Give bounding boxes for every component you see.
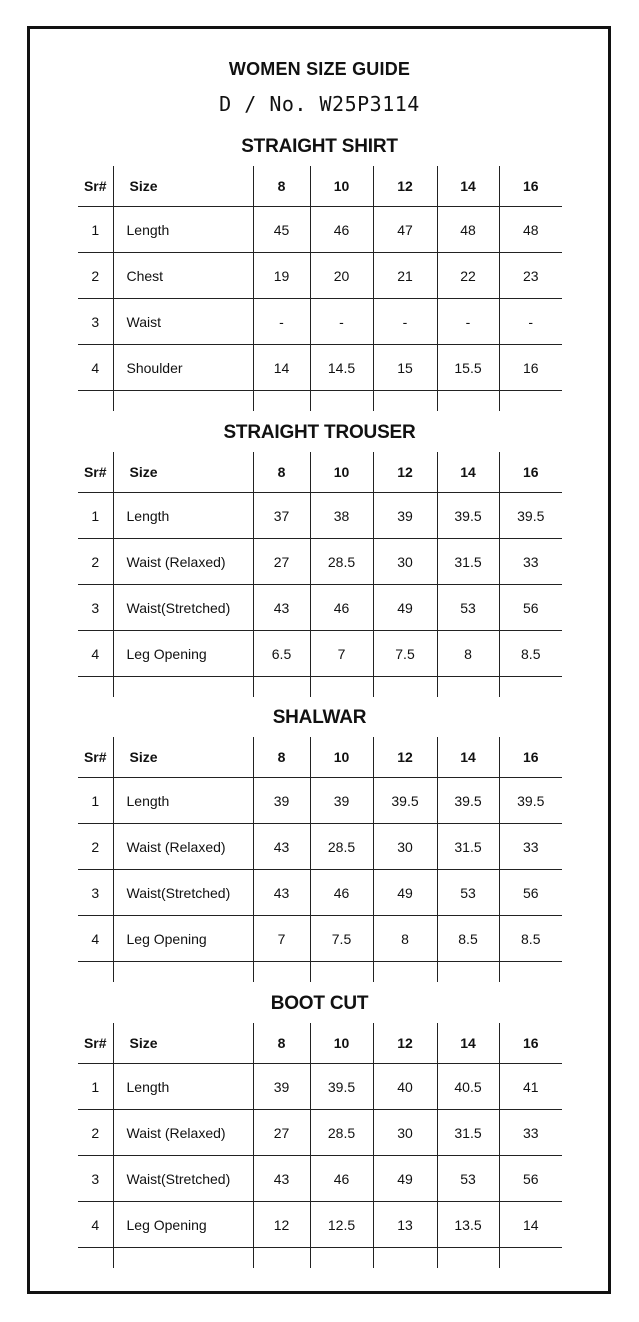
empty-cell [78, 962, 113, 983]
measurement-value: 6.5 [253, 631, 310, 677]
measurement-value: 39 [253, 778, 310, 824]
measurement-value: 39.5 [310, 1064, 373, 1110]
measurement-value: 53 [437, 1156, 499, 1202]
measurement-label: Waist(Stretched) [113, 585, 253, 631]
measurement-value: 8.5 [437, 916, 499, 962]
sr-header: Sr# [78, 166, 113, 207]
measurement-value: 41 [499, 1064, 562, 1110]
measurement-value: - [499, 299, 562, 345]
size-column-header: 16 [499, 166, 562, 207]
measurement-value: 7.5 [373, 631, 437, 677]
measurement-value: - [253, 299, 310, 345]
measurement-label: Waist [113, 299, 253, 345]
measurement-label: Waist (Relaxed) [113, 539, 253, 585]
measurement-value: 8 [373, 916, 437, 962]
size-column-header: 16 [499, 452, 562, 493]
empty-cell [310, 962, 373, 983]
table-row [78, 870, 562, 916]
table-row [78, 824, 562, 870]
section-title: STRAIGHT TROUSER [223, 422, 416, 443]
row-number: 2 [78, 539, 113, 585]
measurement-value: 7.5 [310, 916, 373, 962]
measurement-value: 16 [499, 345, 562, 391]
measurement-value: 20 [310, 253, 373, 299]
size-column-header: 12 [373, 452, 437, 493]
measurement-value: 56 [499, 1156, 562, 1202]
measurement-value: 43 [253, 585, 310, 631]
empty-cell [373, 962, 437, 983]
row-number: 3 [78, 299, 113, 345]
empty-cell [253, 391, 310, 412]
size-table [78, 166, 562, 411]
empty-row [78, 1248, 562, 1269]
measurement-label: Length [113, 1064, 253, 1110]
empty-cell [499, 391, 562, 412]
size-column-header: 14 [437, 737, 499, 778]
measurement-value: 8 [437, 631, 499, 677]
empty-cell [499, 677, 562, 698]
measurement-value: 30 [373, 1110, 437, 1156]
table-row [78, 585, 562, 631]
measurement-value: 46 [310, 870, 373, 916]
size-column-header: 12 [373, 737, 437, 778]
design-number: D / No. W25P3114 [219, 92, 420, 116]
empty-cell [113, 1248, 253, 1269]
measurement-value: 8.5 [499, 631, 562, 677]
size-column-header: 16 [499, 1023, 562, 1064]
measurement-value: 56 [499, 585, 562, 631]
measurement-value: - [310, 299, 373, 345]
table-row [78, 539, 562, 585]
measurement-value: 23 [499, 253, 562, 299]
measurement-value: 39 [253, 1064, 310, 1110]
table-header-row [78, 1023, 562, 1064]
sr-header: Sr# [78, 452, 113, 493]
size-column-header: 8 [253, 1023, 310, 1064]
measurement-value: 39 [373, 493, 437, 539]
table-header-row [78, 166, 562, 207]
empty-row [78, 391, 562, 412]
table-row [78, 1202, 562, 1248]
measurement-value: 43 [253, 870, 310, 916]
empty-cell [113, 677, 253, 698]
measurement-label: Leg Opening [113, 1202, 253, 1248]
size-header: Size [113, 737, 253, 778]
empty-cell [113, 391, 253, 412]
measurement-value: 31.5 [437, 824, 499, 870]
row-number: 4 [78, 916, 113, 962]
measurement-value: 22 [437, 253, 499, 299]
row-number: 1 [78, 778, 113, 824]
measurement-value: 37 [253, 493, 310, 539]
measurement-value: 28.5 [310, 824, 373, 870]
table-row [78, 299, 562, 345]
table-row [78, 631, 562, 677]
measurement-value: 48 [437, 207, 499, 253]
measurement-value: 49 [373, 1156, 437, 1202]
measurement-value: 12 [253, 1202, 310, 1248]
measurement-value: 13 [373, 1202, 437, 1248]
row-number: 1 [78, 207, 113, 253]
row-number: 4 [78, 345, 113, 391]
measurement-value: - [437, 299, 499, 345]
empty-row [78, 962, 562, 983]
measurement-value: 39.5 [373, 778, 437, 824]
row-number: 4 [78, 1202, 113, 1248]
measurement-value: 53 [437, 585, 499, 631]
row-number: 2 [78, 1110, 113, 1156]
measurement-value: 39.5 [437, 778, 499, 824]
size-column-header: 10 [310, 1023, 373, 1064]
measurement-value: 49 [373, 585, 437, 631]
measurement-value: 21 [373, 253, 437, 299]
empty-cell [78, 677, 113, 698]
measurement-value: 39 [310, 778, 373, 824]
sr-header: Sr# [78, 737, 113, 778]
measurement-value: 40 [373, 1064, 437, 1110]
measurement-value: 19 [253, 253, 310, 299]
size-column-header: 8 [253, 452, 310, 493]
size-column-header: 10 [310, 737, 373, 778]
size-table [78, 452, 562, 697]
measurement-value: 12.5 [310, 1202, 373, 1248]
empty-cell [373, 677, 437, 698]
size-table [78, 1023, 562, 1268]
measurement-value: 33 [499, 824, 562, 870]
measurement-value: 46 [310, 585, 373, 631]
size-column-header: 16 [499, 737, 562, 778]
size-column-header: 12 [373, 1023, 437, 1064]
measurement-value: - [373, 299, 437, 345]
table-row [78, 1156, 562, 1202]
measurement-value: 28.5 [310, 539, 373, 585]
measurement-value: 43 [253, 1156, 310, 1202]
empty-cell [373, 391, 437, 412]
measurement-value: 7 [253, 916, 310, 962]
measurement-value: 31.5 [437, 1110, 499, 1156]
size-column-header: 14 [437, 1023, 499, 1064]
size-column-header: 10 [310, 452, 373, 493]
measurement-label: Chest [113, 253, 253, 299]
row-number: 3 [78, 585, 113, 631]
measurement-value: 14 [499, 1202, 562, 1248]
row-number: 3 [78, 1156, 113, 1202]
measurement-value: 27 [253, 1110, 310, 1156]
size-table [78, 737, 562, 982]
size-header: Size [113, 1023, 253, 1064]
size-column-header: 8 [253, 166, 310, 207]
measurement-value: 49 [373, 870, 437, 916]
measurement-value: 56 [499, 870, 562, 916]
measurement-value: 43 [253, 824, 310, 870]
row-number: 4 [78, 631, 113, 677]
measurement-value: 30 [373, 539, 437, 585]
measurement-value: 33 [499, 1110, 562, 1156]
page-title: WOMEN SIZE GUIDE [228, 59, 411, 79]
measurement-label: Leg Opening [113, 631, 253, 677]
row-number: 3 [78, 870, 113, 916]
empty-cell [78, 1248, 113, 1269]
measurement-value: 40.5 [437, 1064, 499, 1110]
measurement-value: 30 [373, 824, 437, 870]
empty-cell [310, 1248, 373, 1269]
size-column-header: 10 [310, 166, 373, 207]
size-column-header: 14 [437, 166, 499, 207]
table-row [78, 778, 562, 824]
empty-cell [253, 1248, 310, 1269]
measurement-value: 53 [437, 870, 499, 916]
measurement-value: 38 [310, 493, 373, 539]
measurement-label: Length [113, 207, 253, 253]
empty-cell [437, 677, 499, 698]
measurement-value: 31.5 [437, 539, 499, 585]
empty-cell [499, 1248, 562, 1269]
measurement-label: Length [113, 493, 253, 539]
measurement-value: 7 [310, 631, 373, 677]
measurement-value: 46 [310, 207, 373, 253]
table-row [78, 345, 562, 391]
measurement-value: 39.5 [499, 778, 562, 824]
row-number: 2 [78, 824, 113, 870]
measurement-value: 13.5 [437, 1202, 499, 1248]
table-row [78, 253, 562, 299]
measurement-value: 14.5 [310, 345, 373, 391]
size-column-header: 12 [373, 166, 437, 207]
measurement-value: 33 [499, 539, 562, 585]
size-column-header: 14 [437, 452, 499, 493]
row-number: 1 [78, 493, 113, 539]
table-row [78, 1064, 562, 1110]
section-title: STRAIGHT SHIRT [241, 136, 398, 157]
measurement-label: Waist (Relaxed) [113, 824, 253, 870]
section-title: SHALWAR [272, 707, 367, 728]
size-header: Size [113, 166, 253, 207]
measurement-value: 48 [499, 207, 562, 253]
table-header-row [78, 452, 562, 493]
measurement-value: 45 [253, 207, 310, 253]
empty-cell [437, 962, 499, 983]
measurement-value: 8.5 [499, 916, 562, 962]
empty-cell [253, 962, 310, 983]
measurement-value: 14 [253, 345, 310, 391]
empty-cell [373, 1248, 437, 1269]
measurement-value: 39.5 [499, 493, 562, 539]
empty-cell [310, 391, 373, 412]
measurement-value: 15 [373, 345, 437, 391]
measurement-value: 28.5 [310, 1110, 373, 1156]
measurement-value: 27 [253, 539, 310, 585]
empty-cell [78, 391, 113, 412]
section-title: BOOT CUT [270, 993, 369, 1014]
table-header-row [78, 737, 562, 778]
table-row [78, 493, 562, 539]
measurement-value: 46 [310, 1156, 373, 1202]
measurement-value: 39.5 [437, 493, 499, 539]
size-header: Size [113, 452, 253, 493]
measurement-value: 47 [373, 207, 437, 253]
empty-cell [253, 677, 310, 698]
table-row [78, 207, 562, 253]
sr-header: Sr# [78, 1023, 113, 1064]
measurement-label: Waist (Relaxed) [113, 1110, 253, 1156]
empty-cell [437, 391, 499, 412]
size-column-header: 8 [253, 737, 310, 778]
table-row [78, 916, 562, 962]
row-number: 2 [78, 253, 113, 299]
empty-cell [437, 1248, 499, 1269]
table-row [78, 1110, 562, 1156]
row-number: 1 [78, 1064, 113, 1110]
measurement-label: Waist(Stretched) [113, 1156, 253, 1202]
empty-row [78, 677, 562, 698]
measurement-label: Waist(Stretched) [113, 870, 253, 916]
empty-cell [113, 962, 253, 983]
measurement-label: Shoulder [113, 345, 253, 391]
measurement-label: Length [113, 778, 253, 824]
measurement-value: 15.5 [437, 345, 499, 391]
empty-cell [499, 962, 562, 983]
measurement-label: Leg Opening [113, 916, 253, 962]
empty-cell [310, 677, 373, 698]
